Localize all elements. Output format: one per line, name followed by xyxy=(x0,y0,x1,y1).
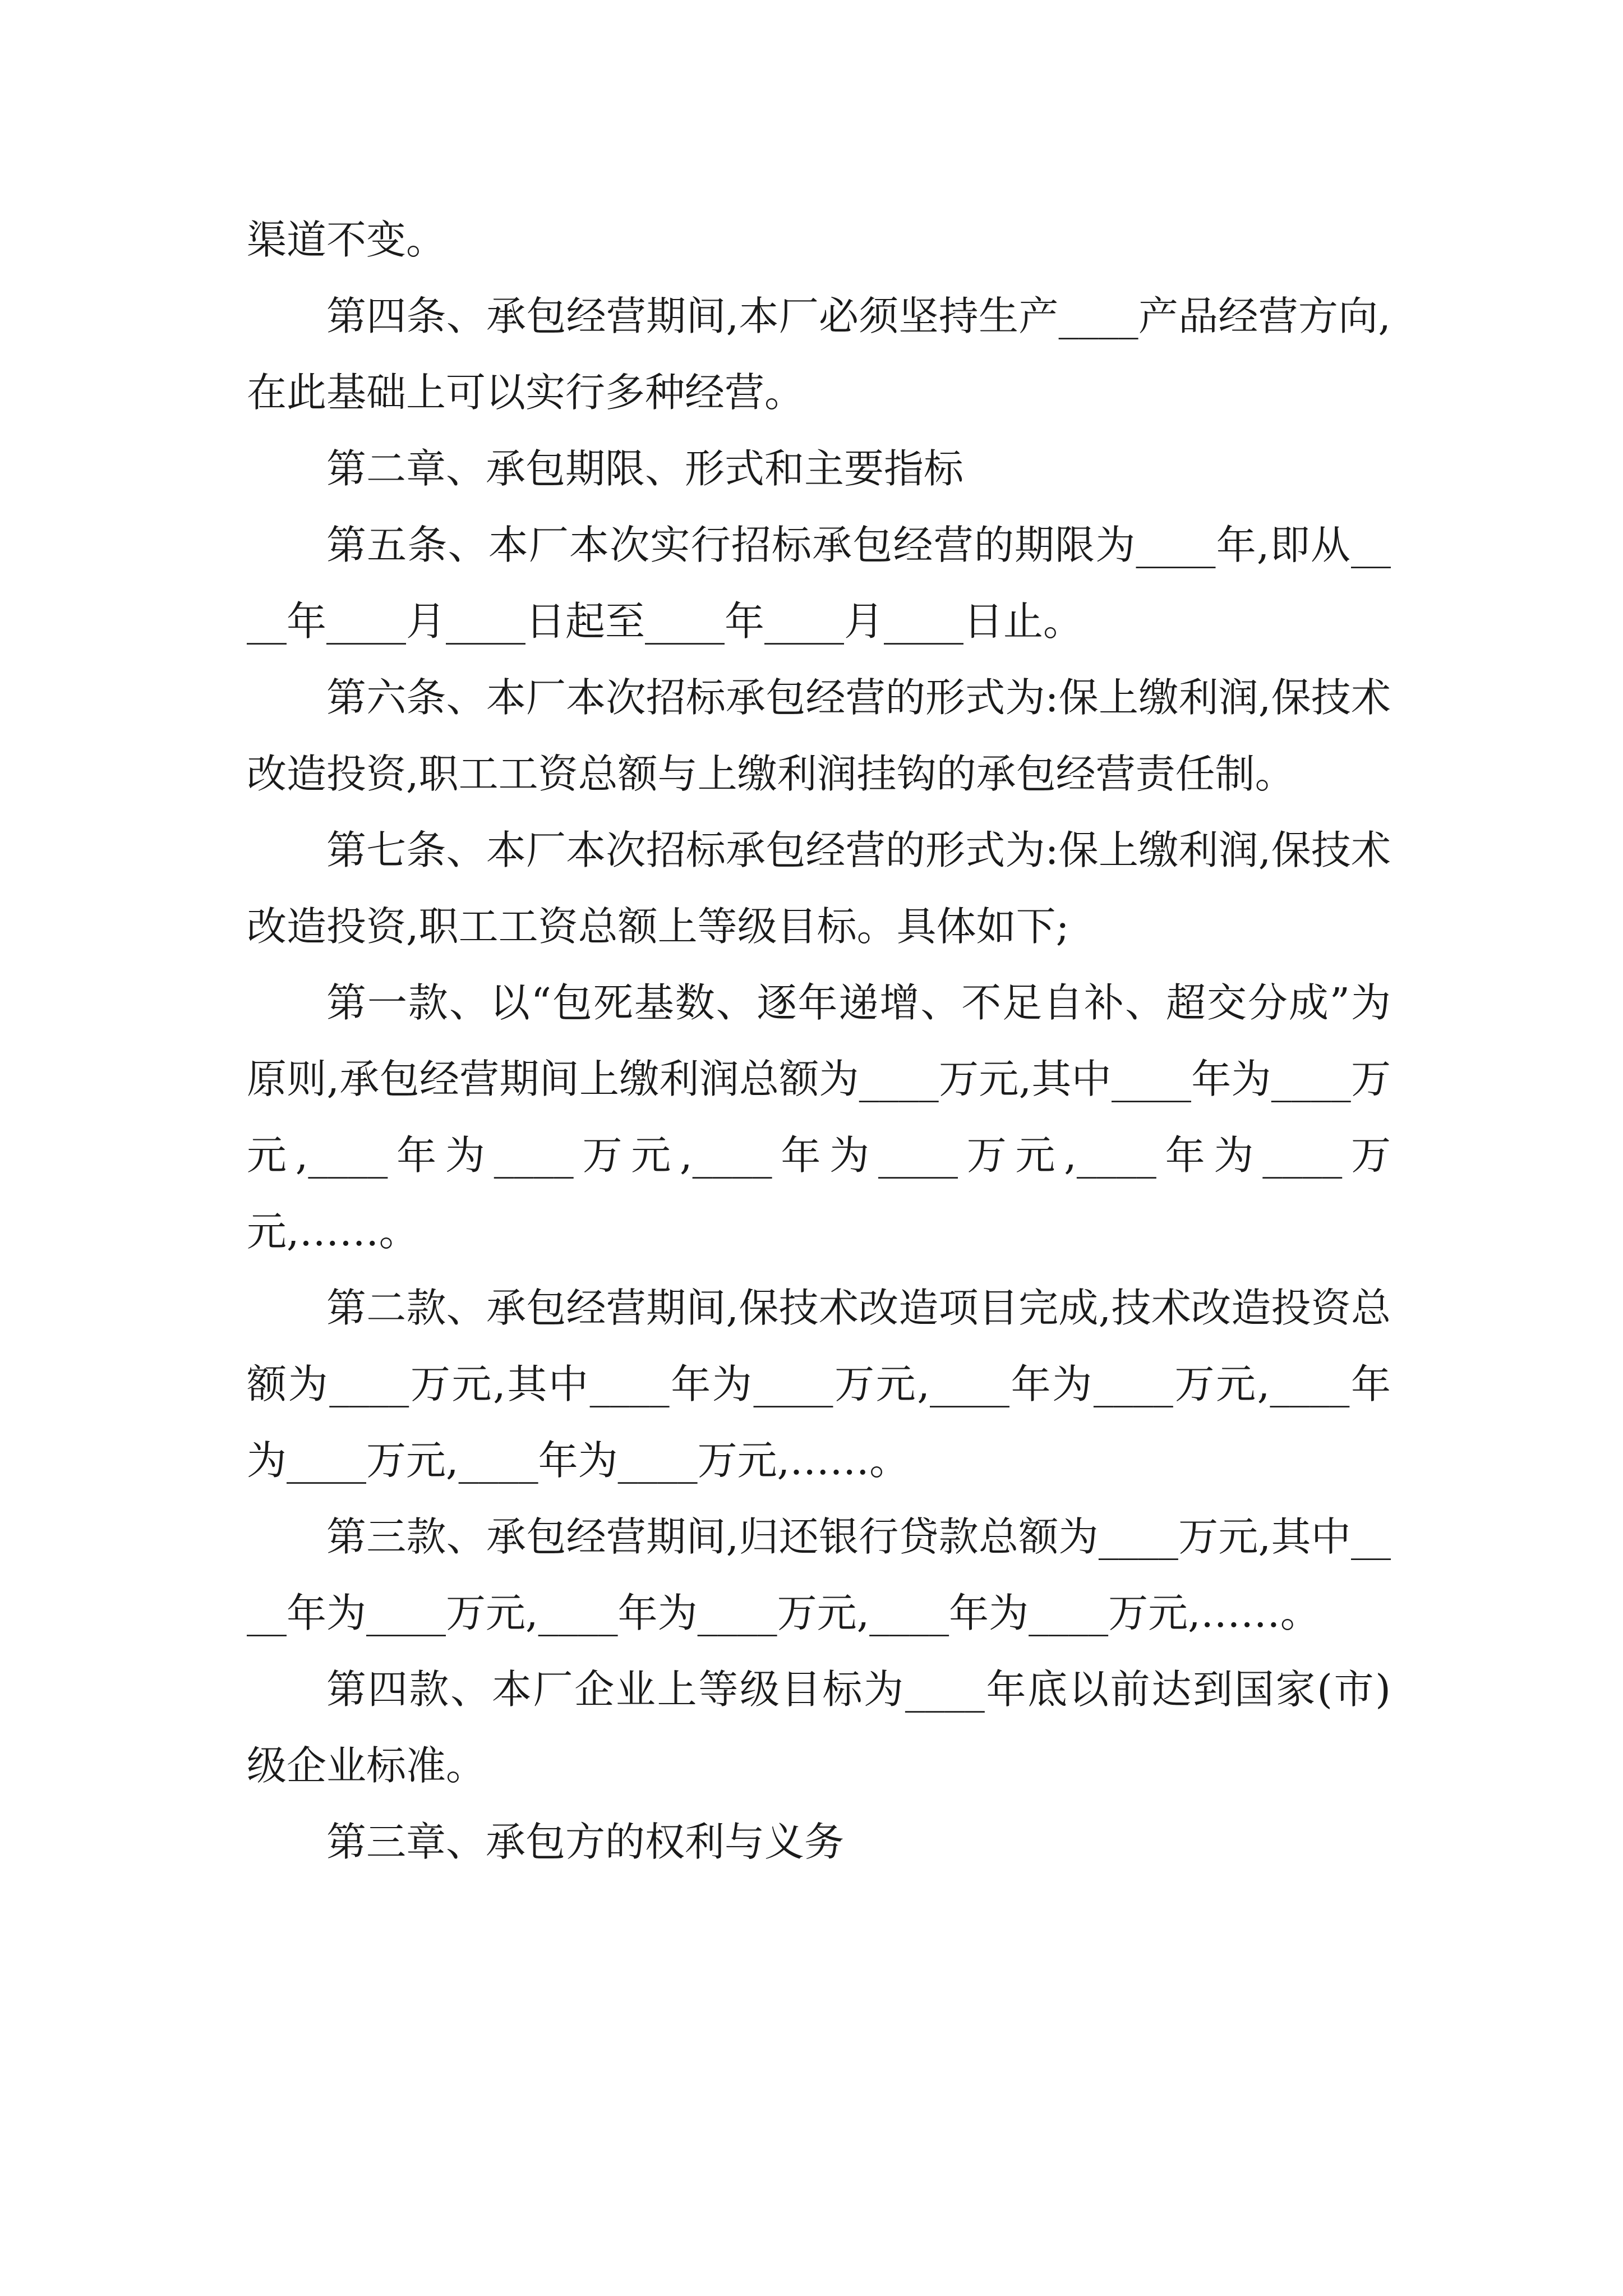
article-7: 第七条、本厂本次招标承包经营的形式为:保上缴利润,保技术改造投资,职工工资总额上等级目标。具体如下; xyxy=(247,827,1391,950)
article-5: 第五条、本厂本次实行招标承包经营的期限为____年,即从____年____月____日起至____年____月____日止。 xyxy=(247,522,1391,645)
clause-1: 第一款、以“包死基数、逐年递增、不足自补、超交分成”为原则,承包经营期间上缴利润总额为____万元,其中____年为____万元,____年为____万元,____年为____万元,____年为____万元,……。 xyxy=(247,979,1391,1255)
clause-4: 第四款、本厂企业上等级目标为____年底以前达到国家(市)级企业标准。 xyxy=(247,1666,1391,1789)
chapter-3-heading: 第三章、承包方的权利与义务 xyxy=(326,1819,845,1865)
article-4: 第四条、承包经营期间,本厂必须坚持生产____产品经营方向,在此基础上可以实行多种经营。 xyxy=(247,293,1391,416)
clause-2: 第二款、承包经营期间,保技术改造项目完成,技术改造投资总额为____万元,其中____年为____万元,____年为____万元,____年为____万元,____年为____万元,……。 xyxy=(247,1285,1391,1484)
paragraph-continuation: 渠道不变。 xyxy=(247,217,446,263)
clause-3: 第三款、承包经营期间,归还银行贷款总额为____万元,其中____年为____万元,____年为____万元,____年为____万元,……。 xyxy=(247,1513,1391,1636)
document-body xyxy=(247,202,1391,1880)
chapter-2-heading: 第二章、承包期限、形式和主要指标 xyxy=(326,445,964,492)
article-6: 第六条、本厂本次招标承包经营的形式为:保上缴利润,保技术改造投资,职工工资总额与上缴利润挂钩的承包经营责任制。 xyxy=(247,674,1391,797)
